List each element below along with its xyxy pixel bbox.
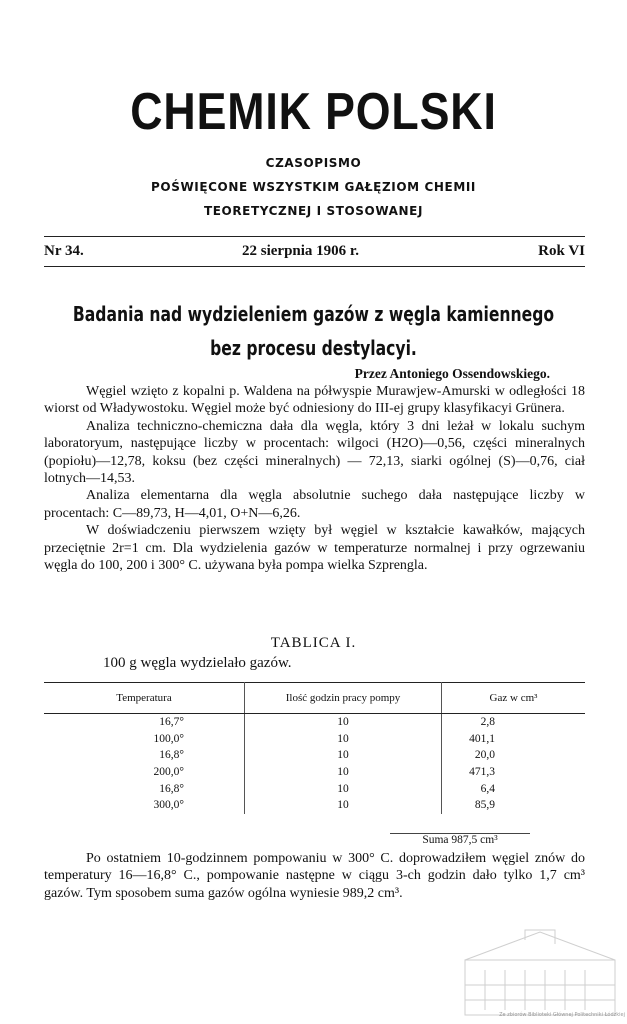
table-cell: 20,0 [474,749,495,762]
bottom-rule [44,266,585,267]
article-title-line-2: bez procesu destylacyi. [210,336,417,360]
table-cell: 471,3 [469,766,495,779]
gas-table [44,682,585,814]
table-cell: 10 [245,747,442,764]
paragraph: Węgiel wzięto z kopalni p. Waldena na półwyspie Murawjew-Amurski w odległości 18 wiorst od Władywostoku. Węgiel może być odniesiony do III-ej grupy klasyfikacyi Grünera. [44,384,585,417]
column-header: Gaz w cm³ [442,683,586,714]
masthead-line-3: TEORETYCZNEJ I STOSOWANEJ [203,204,424,218]
table-row [44,731,585,748]
masthead-line-1: CZASOPISMO [265,156,362,170]
table-cell: 2,8 [480,716,495,729]
paragraph: W doświadczeniu pierwszem wzięty był węgiel w kształcie kawałków, mających przeciętnie 2r=1 cm. Dla wydzielenia gazów w temperaturze normalnej i przy ogrzewaniu węgla do 100, 200 i 300° C. używana była pompa wielka Szprengla. [44,523,585,574]
library-watermark-text: Ze zbiorów Biblioteki Głównej Politechniki Łódzkiej [499,1012,625,1018]
library-building-watermark-icon [455,920,625,1020]
issue-volume: Rok VI [538,243,585,259]
table-cell: 100,0° [44,731,245,748]
table-row [44,797,585,814]
table-cell: 16,8° [44,780,245,797]
article-byline: Przez Antoniego Ossendowskiego. [354,366,550,381]
issue-number: Nr 34. [44,243,84,259]
table-row [44,714,585,731]
table-cell: 16,7° [44,714,245,731]
masthead-line-2: POŚWIĘCONE WSZYSTKIM GAŁĘZIOM CHEMII [151,180,476,194]
table-row [44,747,585,764]
column-header: Ilość godzin pracy pompy [245,683,442,714]
table-cell: 10 [245,764,442,781]
table-cell: 10 [245,731,442,748]
table-row [44,780,585,797]
table-cell: 10 [245,714,442,731]
article-title-line-1: Badania nad wydzieleniem gazów z węgla kamiennego [72,302,555,326]
table-cell: 401,1 [469,732,495,745]
table-cell: 16,8° [44,747,245,764]
table-cell: 10 [245,797,442,814]
masthead-title: CHEMIK POLSKI [130,83,497,141]
paragraph: Analiza techniczno-chemiczna dała dla węgla, który 3 dni leżał w lokalu suchym laboratoryum, następujące liczby w procentach: wilgoci (H2O)—0,56, części mineralnych (popiołu)—12,78, koksu (bez części mineralnych) — 72,13, siarki ogólnej (S)—0,76, ciał lotnych—14,53. [44,418,585,487]
table-cell: 85,9 [474,799,495,812]
article-body [44,383,585,574]
closing-paragraph-block [44,850,585,902]
table-row [44,764,585,781]
table-cell: 200,0° [44,764,245,781]
column-header: Temperatura [44,683,245,714]
issue-line [44,243,585,263]
table-cell: 300,0° [44,797,245,814]
paragraph: Analiza elementarna dla węgla absolutnie suchego dała następujące liczby w procentach: C—89,73, H—4,01, O+N—6,26. [44,488,585,521]
table-cell: 10 [245,780,442,797]
table-caption: 100 g węgla wydzielało gazów. [103,655,292,671]
table-title: TABLICA I. [270,635,357,651]
issue-date: 22 sierpnia 1906 r. [242,243,359,259]
top-rule [44,236,585,237]
table-header-row [44,683,585,714]
table-sum: Suma 987,5 cm³ [390,833,530,846]
paragraph: Po ostatniem 10-godzinnem pompowaniu w 300° C. doprowadziłem węgiel znów do temperatury 16—16,8° C., pompowanie następne w ciągu 3-ch godzin dało tylko 1,7 cm³ gazów. Tym sposobem suma gazów ogólna wyniesie 989,2 cm³. [44,851,585,901]
table-cell: 6,4 [480,782,495,795]
